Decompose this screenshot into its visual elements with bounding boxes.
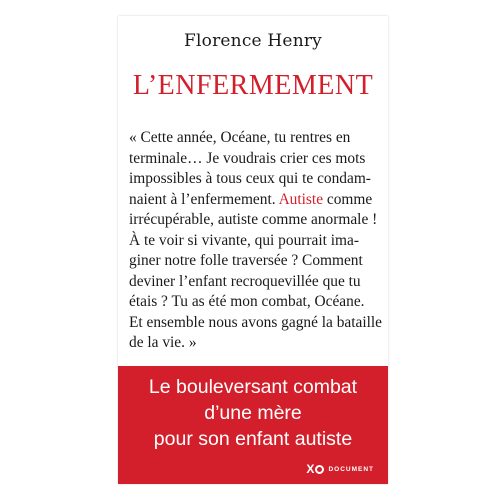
quote-line: « Cette année, Océane, tu rentres en	[129, 129, 351, 146]
quote-line: impossibles à tous ceux qui te condam-	[129, 170, 371, 187]
tagline-band	[118, 366, 388, 484]
publisher-x: X	[306, 462, 315, 476]
tagline-line: d’une mère	[204, 402, 302, 424]
quote-text: naient à l’enfermement.	[129, 190, 279, 208]
back-quote	[129, 128, 383, 354]
publisher-logo	[306, 462, 374, 476]
quote-line: étais ? Tu as été mon combat, Océane.	[129, 293, 365, 310]
tagline	[118, 374, 388, 452]
book-cover	[118, 16, 388, 484]
quote-line: À te voir si vivante, qui pourrait ima-	[129, 231, 359, 249]
book-title: L’ENFERMEMENT	[132, 70, 374, 101]
quote-line: Et ensemble nous avons gagné la bataille	[129, 313, 383, 331]
quote-line	[129, 190, 377, 211]
circle-icon	[315, 465, 324, 474]
quote-line: de la vie. »	[129, 334, 197, 351]
quote-line: giner notre folle traversée ? Comment	[129, 252, 363, 269]
tagline-line: Le bouleversant combat	[148, 376, 358, 398]
quote-line: irrécupérable, autiste comme anormale !	[129, 211, 378, 228]
quote-text: comme	[323, 190, 373, 208]
quote-line: terminale… Je voudrais crier ces mots	[129, 149, 366, 167]
publisher-label: DOCUMENT	[328, 465, 374, 473]
highlight-word: Autiste	[278, 190, 324, 208]
quote-line: deviner l’enfant recroquevillée que tu	[129, 272, 361, 290]
tagline-line: pour son enfant autiste	[153, 428, 353, 450]
author-name: Florence Henry	[184, 31, 322, 51]
